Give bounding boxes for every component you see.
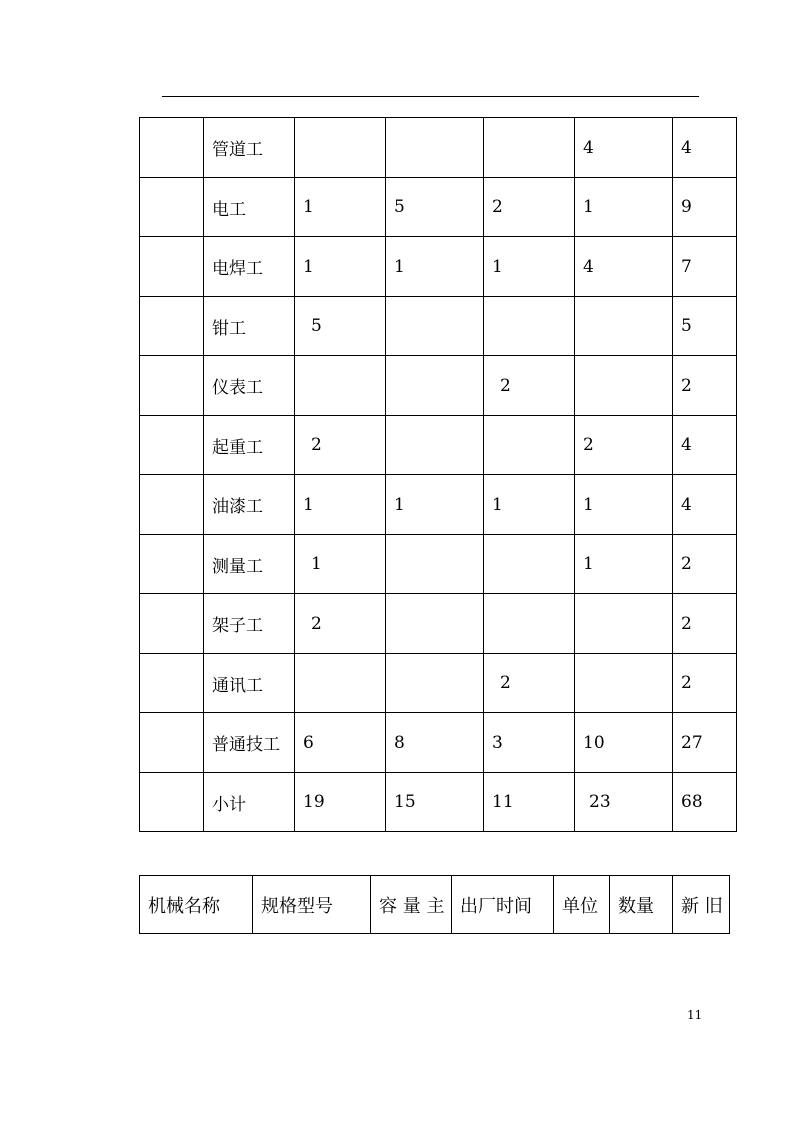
machinery-table: [139, 875, 730, 934]
header-spec-model: 规格型号: [253, 876, 371, 934]
count-cell: [484, 594, 575, 654]
total-cell: 2: [673, 356, 737, 416]
total-cell: 2: [673, 534, 737, 594]
count-cell: 1: [386, 237, 484, 297]
total-cell: 27: [673, 713, 737, 773]
total-cell: 2: [673, 594, 737, 654]
count-cell: [386, 534, 484, 594]
worker-type-cell: 普通技工: [204, 713, 295, 773]
count-cell: 1: [484, 237, 575, 297]
count-cell: 8: [386, 713, 484, 773]
blank-cell: [140, 356, 204, 416]
blank-cell: [140, 296, 204, 356]
count-cell: [295, 356, 386, 416]
count-cell: [484, 118, 575, 178]
count-cell: [575, 356, 673, 416]
count-cell: [386, 653, 484, 713]
count-cell: 1: [295, 534, 386, 594]
count-cell: [295, 118, 386, 178]
count-cell: 4: [575, 237, 673, 297]
count-cell: [575, 653, 673, 713]
count-cell: [575, 594, 673, 654]
table-row: [140, 594, 737, 654]
total-cell: 68: [673, 772, 737, 832]
header-capacity: 容 量 主: [371, 876, 452, 934]
count-cell: [575, 296, 673, 356]
table-row: [140, 237, 737, 297]
worker-type-cell: 仪表工: [204, 356, 295, 416]
header-unit: 单位: [554, 876, 610, 934]
count-cell: 4: [575, 118, 673, 178]
count-cell: 15: [386, 772, 484, 832]
worker-type-cell: 油漆工: [204, 475, 295, 535]
blank-cell: [140, 653, 204, 713]
count-cell: 2: [484, 356, 575, 416]
count-cell: 2: [484, 177, 575, 237]
worker-type-cell: 架子工: [204, 594, 295, 654]
count-cell: [386, 118, 484, 178]
worker-type-cell: 钳工: [204, 296, 295, 356]
header-quantity: 数量: [610, 876, 673, 934]
count-cell: 1: [386, 475, 484, 535]
table-row: [140, 118, 737, 178]
table-row: [140, 356, 737, 416]
blank-cell: [140, 177, 204, 237]
machinery-header-row: [140, 876, 730, 934]
count-cell: 1: [575, 475, 673, 535]
total-cell: 4: [673, 118, 737, 178]
table-row: [140, 653, 737, 713]
count-cell: 2: [575, 415, 673, 475]
count-cell: [484, 415, 575, 475]
worker-type-cell: 电焊工: [204, 237, 295, 297]
table-row: [140, 177, 737, 237]
worker-type-cell: 起重工: [204, 415, 295, 475]
header-rule: [162, 96, 699, 97]
total-cell: 5: [673, 296, 737, 356]
total-cell: 4: [673, 475, 737, 535]
count-cell: [386, 415, 484, 475]
blank-cell: [140, 415, 204, 475]
table-row: [140, 296, 737, 356]
worker-type-cell: 电工: [204, 177, 295, 237]
count-cell: [386, 594, 484, 654]
count-cell: 5: [386, 177, 484, 237]
total-cell: 7: [673, 237, 737, 297]
header-machine-name: 机械名称: [140, 876, 253, 934]
worker-type-cell: 测量工: [204, 534, 295, 594]
count-cell: 1: [295, 475, 386, 535]
blank-cell: [140, 772, 204, 832]
total-cell: 4: [673, 415, 737, 475]
header-condition: 新 旧: [673, 876, 730, 934]
count-cell: 23: [575, 772, 673, 832]
count-cell: 10: [575, 713, 673, 773]
table-row: [140, 713, 737, 773]
labor-table: [139, 117, 737, 832]
blank-cell: [140, 713, 204, 773]
count-cell: [386, 296, 484, 356]
count-cell: 1: [575, 177, 673, 237]
count-cell: 3: [484, 713, 575, 773]
page-number: 11: [687, 1008, 703, 1022]
count-cell: [295, 653, 386, 713]
count-cell: 1: [575, 534, 673, 594]
blank-cell: [140, 118, 204, 178]
count-cell: [386, 356, 484, 416]
blank-cell: [140, 475, 204, 535]
blank-cell: [140, 237, 204, 297]
count-cell: [484, 534, 575, 594]
worker-type-cell: 管道工: [204, 118, 295, 178]
header-manufacture-date: 出厂时间: [452, 876, 554, 934]
count-cell: 2: [295, 594, 386, 654]
table-row: [140, 415, 737, 475]
table-row: [140, 772, 737, 832]
count-cell: 11: [484, 772, 575, 832]
count-cell: [484, 296, 575, 356]
count-cell: 19: [295, 772, 386, 832]
count-cell: 1: [484, 475, 575, 535]
total-cell: 9: [673, 177, 737, 237]
count-cell: 5: [295, 296, 386, 356]
blank-cell: [140, 534, 204, 594]
count-cell: 6: [295, 713, 386, 773]
total-cell: 2: [673, 653, 737, 713]
count-cell: 1: [295, 177, 386, 237]
count-cell: 2: [295, 415, 386, 475]
count-cell: 1: [295, 237, 386, 297]
blank-cell: [140, 594, 204, 654]
count-cell: 2: [484, 653, 575, 713]
table-row: [140, 475, 737, 535]
worker-type-cell: 小计: [204, 772, 295, 832]
table-row: [140, 534, 737, 594]
worker-type-cell: 通讯工: [204, 653, 295, 713]
